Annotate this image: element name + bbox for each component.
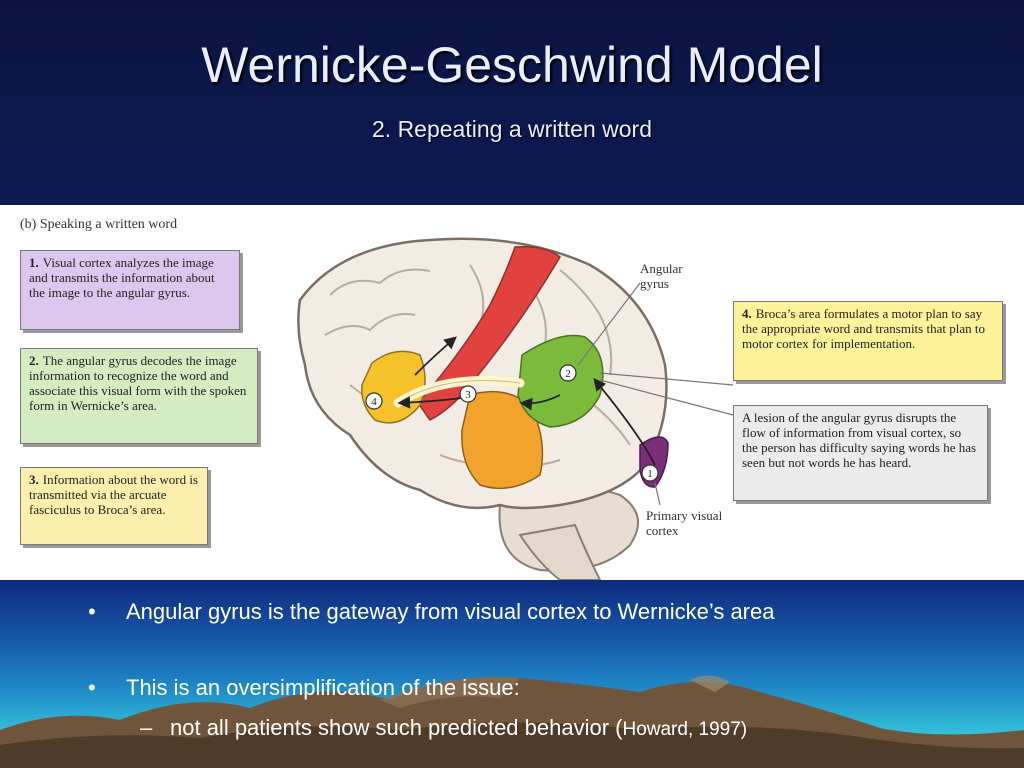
lesion-note-text: A lesion of the angular gyrus disrupts the flow of information from visual cortex, so the person has difficulty saying words he has seen but not words he has heard. xyxy=(742,410,977,470)
bullet-2-text: This is an oversimplification of the issue: xyxy=(126,675,520,700)
step-1-number: 1. xyxy=(29,255,39,270)
dash-marker: – xyxy=(140,715,153,740)
step-3-number: 3. xyxy=(29,472,39,487)
step-3-text: Information about the word is transmitted via the arcuate fasciculus to Broca’s area. xyxy=(29,472,198,517)
step-4-box xyxy=(733,301,1003,381)
slide-subtitle: 2. Repeating a written word xyxy=(372,116,652,142)
bullet-list xyxy=(0,580,1024,768)
brain-figure xyxy=(0,205,1024,580)
step-1-text: Visual cortex analyzes the image and transmits the information about the image to the angular gyrus. xyxy=(29,255,215,300)
step-4-number: 4. xyxy=(742,306,752,321)
lesion-note-box xyxy=(733,405,988,501)
step-4-text: Broca’s area formulates a motor plan to say the appropriate word and transmits that plan to motor cortex for implementation. xyxy=(742,306,985,351)
primary-visual-cortex-label: Primary visual cortex xyxy=(646,508,723,538)
sub-bullet-text: not all patients show such predicted behavior ( xyxy=(170,715,623,740)
step-2-text: The angular gyrus decodes the image information to recognize the word and associate this visual form with the spoken form in Wernicke’s area. xyxy=(29,353,247,413)
slide-title: Wernicke-Geschwind Model xyxy=(201,37,823,93)
bullet-marker: • xyxy=(88,599,96,624)
marker-2-label: 2 xyxy=(565,368,571,380)
step-2-box xyxy=(20,348,258,444)
step-1-box xyxy=(20,250,240,330)
bullet-marker: • xyxy=(88,675,96,700)
citation: Howard, 1997) xyxy=(622,719,748,740)
bullet-area xyxy=(0,580,1024,768)
figure-caption: (b) Speaking a written word xyxy=(20,217,178,232)
step-2-number: 2. xyxy=(29,353,39,368)
marker-1-label: 1 xyxy=(647,468,653,480)
marker-4-label: 4 xyxy=(371,396,377,408)
angular-gyrus-label: Angular gyrus xyxy=(640,261,683,291)
marker-3-label: 3 xyxy=(465,389,471,401)
step-3-box xyxy=(20,467,208,545)
bullet-1-text: Angular gyrus is the gateway from visual cortex to Wernicke’s area xyxy=(126,599,775,624)
